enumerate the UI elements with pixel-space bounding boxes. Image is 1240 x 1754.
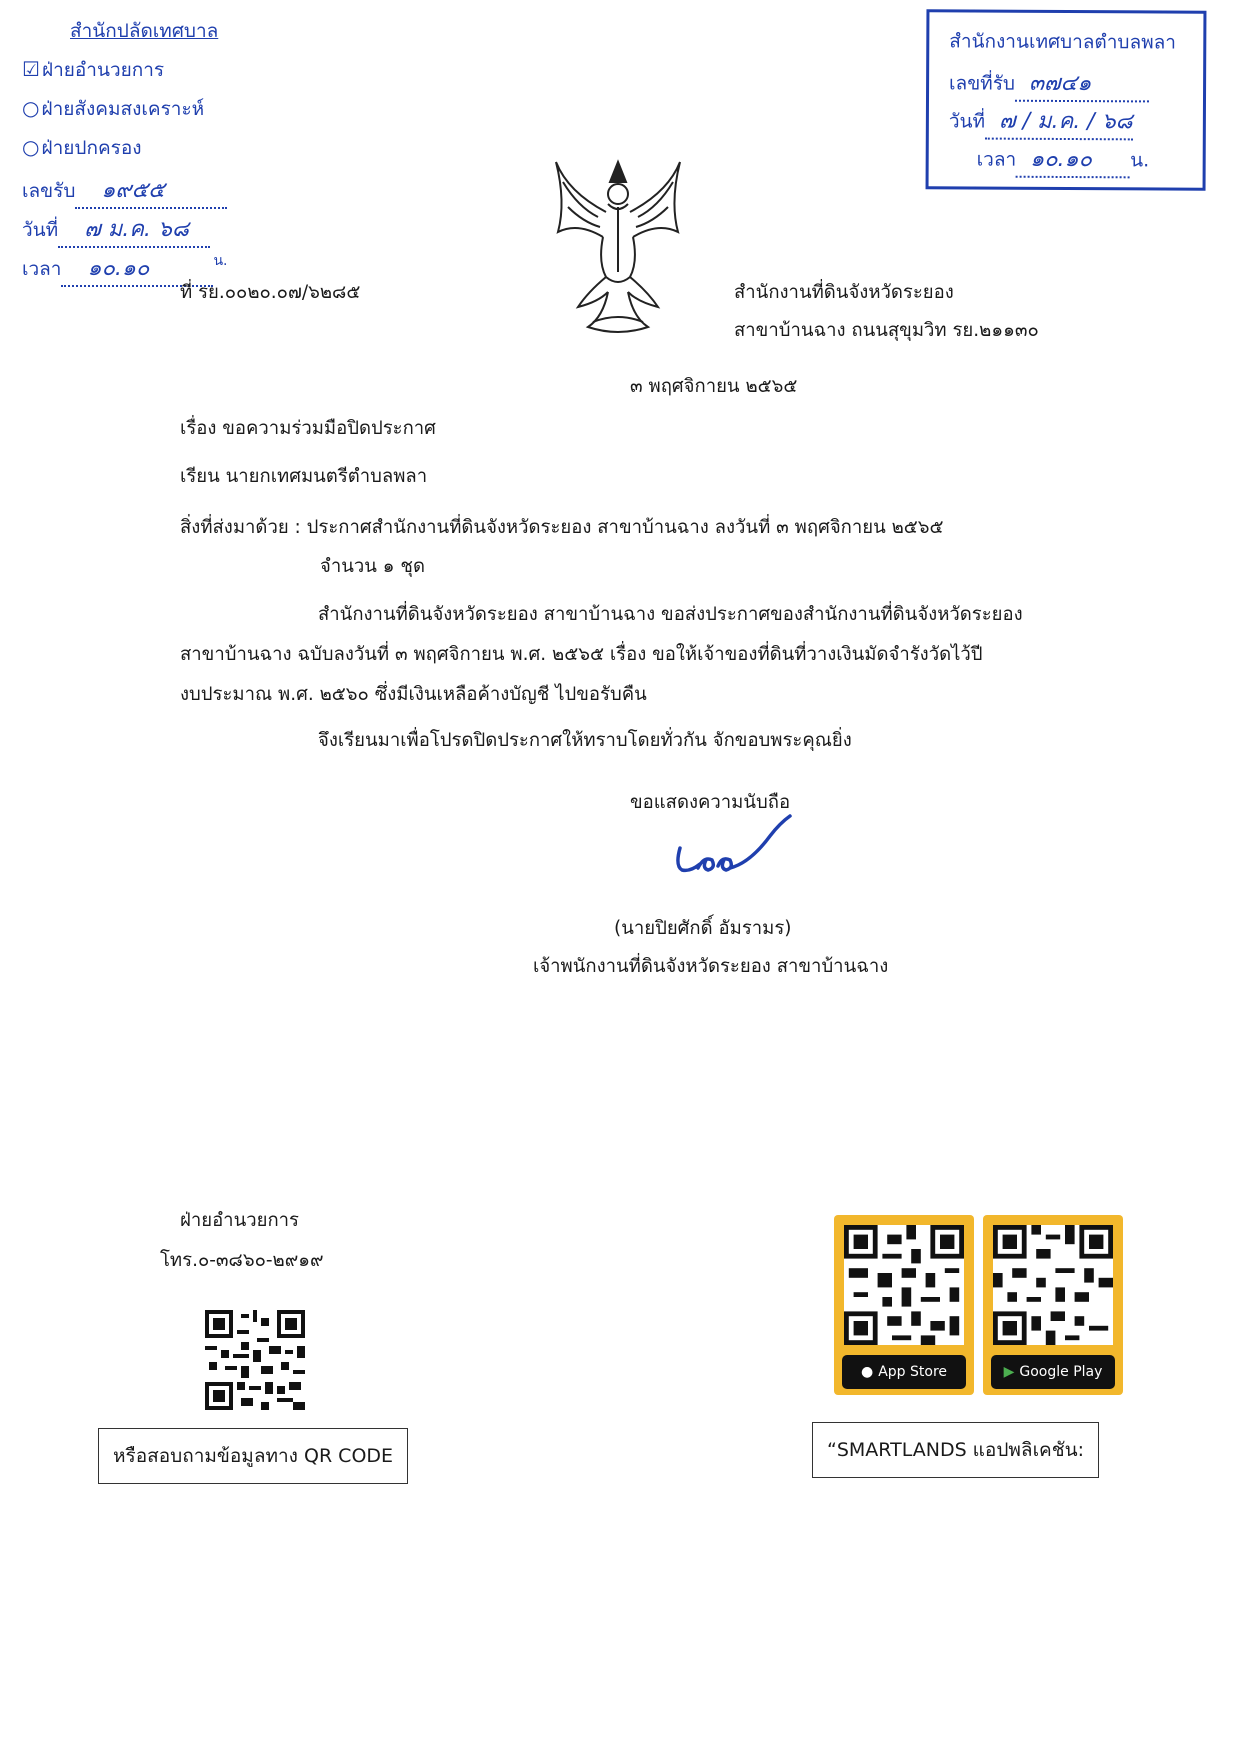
footer-department: ฝ่ายอำนวยการ (180, 1210, 299, 1231)
signer-name: (นายปิยศักดิ์ อัมรามร) (614, 918, 792, 939)
closing-paragraph: จึงเรียนมาเพื่อโปรดปิดประกาศให้ทราบโดยทั่วกัน จักขอบพระคุณยิ่ง (318, 730, 852, 751)
stamp-left-title: สำนักปลัดเทศบาล (70, 20, 219, 42)
stamp-option-governance (22, 133, 282, 172)
stamp-right-date (949, 102, 1193, 141)
body-paragraph-line1: สำนักงานที่ดินจังหวัดระยอง สาขาบ้านฉาง ขอส่งประกาศของสำนักงานที่ดินจังหวัดระยอง (318, 604, 1023, 625)
stamp-option-label: ฝ่ายปกครอง (41, 137, 142, 159)
letter-subject: เรื่อง ขอความร่วมมือปิดประกาศ (180, 418, 436, 439)
receipt-no-label: เลขรับ (22, 180, 76, 202)
stamp-left-receipt-no (22, 172, 282, 211)
receipt-no-label: เลขที่รับ (949, 72, 1016, 95)
empty-circle-icon: ○ (22, 96, 40, 120)
stamp-right-time (949, 140, 1193, 179)
app-store-card[interactable] (834, 1215, 974, 1395)
time-unit: น. (213, 253, 228, 269)
time-label: เวลา (22, 258, 62, 280)
office-address: สาขาบ้านฉาง ถนนสุขุมวิท รย.๒๑๑๓๐ (734, 320, 1039, 341)
app-caption-box: “SMARTLANDS แอปพลิเคชัน: (812, 1422, 1099, 1478)
date-label: วันที่ (22, 219, 59, 241)
google-play-card[interactable] (983, 1215, 1123, 1395)
letter-recipient: เรียน นายกเทศมนตรีตำบลพลา (180, 466, 428, 487)
google-play-qr-code-icon[interactable] (993, 1225, 1113, 1345)
date-label: วันที่ (948, 110, 986, 133)
stamp-option-admin (22, 55, 282, 94)
receipt-no-value: ๓๗๔๑ (1015, 65, 1149, 103)
app-store-label: App Store (878, 1364, 948, 1380)
google-play-badge[interactable] (991, 1355, 1115, 1389)
regards: ขอแสดงความนับถือ (630, 792, 791, 813)
handwritten-signature-icon (660, 808, 810, 888)
body-paragraph-line3: งบประมาณ พ.ศ. ๒๕๖๐ ซึ่งมีเงินเหลือค้างบัญชี ไปขอรับคืน (180, 684, 647, 705)
google-play-label: Google Play (1019, 1364, 1103, 1380)
play-triangle-icon: ▶ (1003, 1364, 1015, 1380)
qr-caption-box: หรือสอบถามข้อมูลทาง QR CODE (98, 1428, 408, 1484)
receiving-stamp (926, 9, 1207, 190)
enclosure-line: สิ่งที่ส่งมาด้วย : ประกาศสำนักงานที่ดินจังหวัดระยอง สาขาบ้านฉาง ลงวันที่ ๓ พฤศจิกายน ๒๕๖๕ (180, 517, 944, 538)
apple-icon: ● (860, 1364, 874, 1380)
stamp-option-social (22, 94, 282, 133)
date-value: ๗ / ม.ค. / ๖๘ (985, 103, 1133, 141)
app-store-qr-code-icon[interactable] (844, 1225, 964, 1345)
footer-phone: โทร.๐-๓๘๖๐-๒๙๑๙ (160, 1250, 324, 1271)
office-name: สำนักงานที่ดินจังหวัดระยอง (734, 282, 954, 303)
time-value: ๑๐.๑๐ (1016, 141, 1130, 179)
signer-title: เจ้าพนักงานที่ดินจังหวัดระยอง สาขาบ้านฉาง (533, 956, 889, 977)
stamp-option-label: ฝ่ายอำนวยการ (41, 59, 165, 81)
stamp-right-receipt-no (949, 64, 1193, 103)
garuda-emblem-icon (548, 152, 688, 342)
empty-circle-icon: ○ (22, 135, 40, 159)
enclosure-count: จำนวน ๑ ชุด (320, 556, 425, 577)
date-value: ๗ ม.ค. ๖๘ (58, 211, 210, 248)
time-label: เวลา (976, 148, 1017, 171)
stamp-option-label: ฝ่ายสังคมสงเคราะห์ (41, 98, 205, 120)
reference-number: ที่ รย.๐๐๒๐.๐๗/๖๒๘๕ (180, 282, 361, 303)
receipt-no-value: ๑๙๕๕ (75, 172, 227, 209)
stamp-left-date (22, 211, 282, 250)
internal-routing-stamp (22, 16, 282, 289)
time-value: ๑๐.๑๐ (61, 250, 213, 287)
contact-qr-code-icon[interactable] (205, 1310, 305, 1410)
app-store-badge[interactable] (842, 1355, 966, 1389)
stamp-right-title: สำนักงานเทศบาลตำบลพลา (949, 30, 1177, 54)
time-unit: น. (1130, 149, 1150, 172)
checked-circle-icon: ☑ (22, 57, 40, 81)
body-paragraph-line2: สาขาบ้านฉาง ฉบับลงวันที่ ๓ พฤศจิกายน พ.ศ. ๒๕๖๕ เรื่อง ขอให้เจ้าของที่ดินที่วางเงินมัดจำรังวัดไว้ปี (180, 644, 983, 665)
letter-date: ๓ พฤศจิกายน ๒๕๖๕ (630, 376, 798, 397)
